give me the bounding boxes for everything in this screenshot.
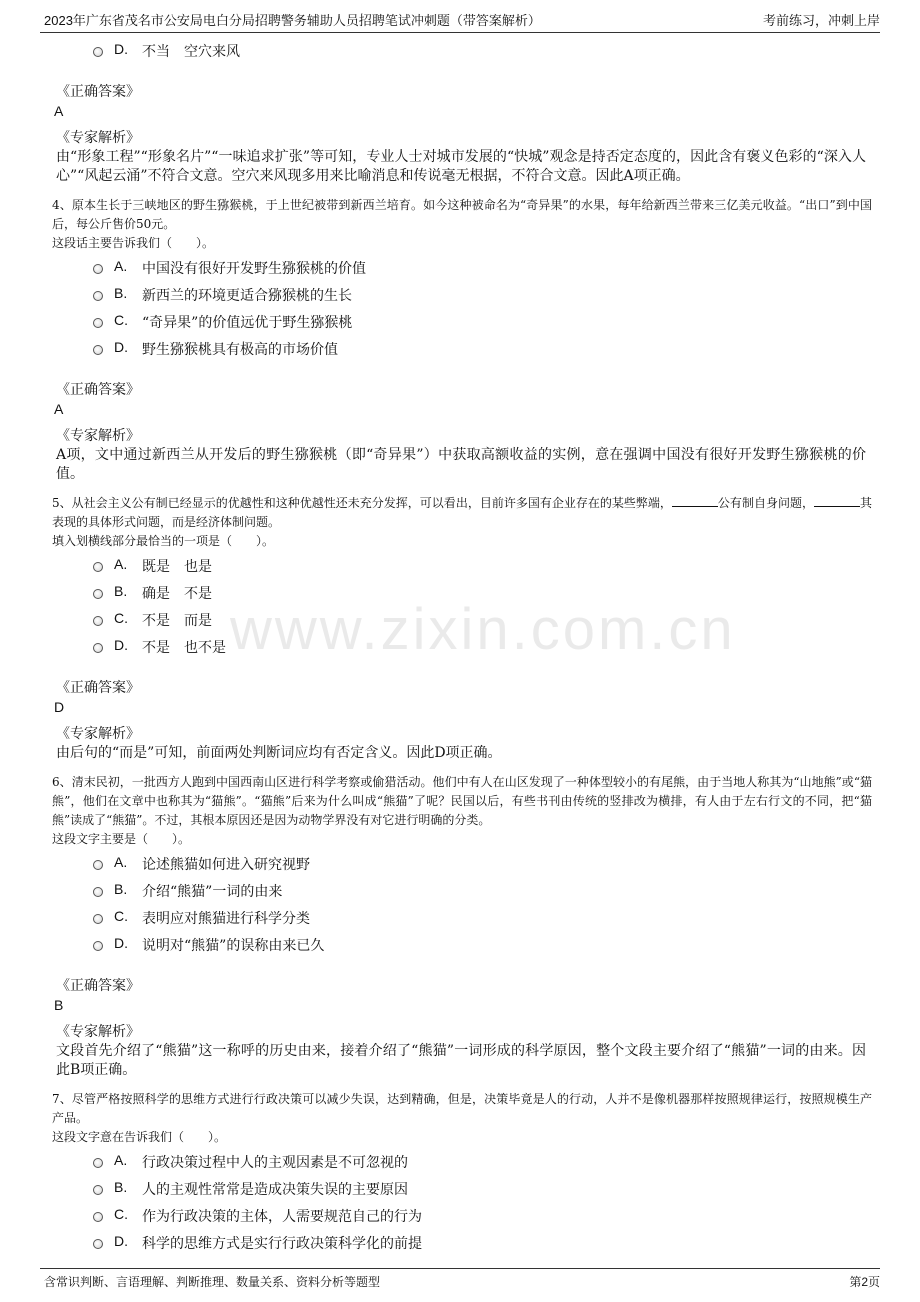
option-letter: C. [114, 312, 128, 328]
question-stem [52, 494, 872, 532]
option-letter: A. [114, 854, 128, 870]
page-footer [40, 1268, 880, 1295]
stem-part: 其表现的具体形式问题，而是经济体制问题。 [52, 496, 872, 529]
footer-text: 含常识判断、言语理解、判断推理、数量关系、资料分析等题型 [44, 1275, 381, 1289]
option-letter: B. [114, 881, 128, 897]
radio-button-icon[interactable] [93, 643, 103, 653]
stem-part: 5、从社会主义公有制已经显示的优越性和这种优越性还未充分发挥，可以看出，目前许多国有企业存在的某些弊端， [52, 496, 672, 510]
page-content [52, 36, 880, 1255]
option-text: 行政决策过程中人的主观因素是不可忽视的 [142, 1155, 408, 1171]
option-letter: A. [114, 258, 128, 274]
answer-label: 《正确答案》 [56, 382, 140, 398]
option-c[interactable] [52, 605, 880, 632]
option-a[interactable] [52, 253, 880, 280]
radio-button-icon[interactable] [93, 264, 103, 274]
fill-blank [814, 494, 860, 507]
option-text: 不是 也不是 [142, 640, 226, 656]
option-text: 不是 而是 [142, 613, 212, 629]
question-7 [52, 1090, 880, 1255]
option-text: 确是 不是 [142, 586, 212, 602]
stem-part: 公有制自身问题， [717, 496, 814, 510]
radio-button-icon[interactable] [93, 1239, 103, 1249]
option-d[interactable] [52, 334, 880, 361]
option-letter: C. [114, 610, 128, 626]
option-letter: B. [114, 285, 128, 301]
option-c[interactable] [52, 903, 880, 930]
correct-answer: A [54, 103, 64, 119]
option-c[interactable] [52, 1201, 880, 1228]
option-text: 既是 也是 [142, 559, 212, 575]
option-letter: D. [114, 1233, 128, 1249]
correct-answer: A [54, 401, 64, 417]
option-b[interactable] [52, 1174, 880, 1201]
option-letter: C. [114, 1206, 128, 1222]
option-text: 科学的思维方式是实行行政决策科学化的前提 [142, 1236, 422, 1252]
answer-label: 《正确答案》 [56, 680, 140, 696]
option-text: 不当 空穴来风 [142, 44, 240, 60]
radio-button-icon[interactable] [93, 47, 103, 57]
option-letter: D. [114, 935, 128, 951]
option-letter: A. [114, 556, 128, 572]
option-letter: B. [114, 1179, 128, 1195]
watermark: www.zixin.com.cn [230, 597, 736, 662]
option-a[interactable] [52, 1147, 880, 1174]
option-letter: A. [114, 1152, 128, 1168]
question-5 [52, 494, 880, 763]
option-text: 说明对“熊猫”的误称由来已久 [142, 938, 325, 954]
radio-button-icon[interactable] [93, 1158, 103, 1168]
question-prompt: 这段话主要告诉我们（ ）。 [52, 236, 215, 250]
expert-analysis: 由后句的“而是”可知，前面两处判断词应均有否定含义。因此D项正确。 [56, 745, 502, 761]
option-text: 介绍“熊猫”一词的由来 [142, 884, 283, 900]
answer-label: 《正确答案》 [56, 84, 140, 100]
option-text: 中国没有很好开发野生猕猴桃的价值 [142, 261, 366, 277]
radio-button-icon[interactable] [93, 291, 103, 301]
radio-button-icon[interactable] [93, 860, 103, 870]
option-d[interactable] [52, 36, 880, 63]
question-prompt: 填入划横线部分最恰当的一项是（ ）。 [52, 534, 275, 548]
option-text: 人的主观性常常是造成决策失误的主要原因 [142, 1182, 408, 1198]
question-4 [52, 196, 880, 484]
analysis-label: 《专家解析》 [56, 1024, 140, 1040]
expert-analysis: 由“形象工程”“形象名片”“一味追求扩张”等可知，专业人士对城市发展的“快城”观念是持否定态度的，因此含有褒义色彩的“深入人心”“风起云涌”不符合文意。空穴来风现多用来比喻消息和传说毫无根据，不符合文意。因此A项正确。 [56, 149, 866, 184]
page-header [40, 0, 880, 33]
option-a[interactable] [52, 551, 880, 578]
question-stem: 7、尽管严格按照科学的思维方式进行行政决策可以减少失误，达到精确，但是，决策毕竟是人的行动，人并不是像机器那样按照规律运行，按照规模生产产品。 [52, 1092, 872, 1125]
option-text: 野生猕猴桃具有极高的市场价值 [142, 342, 338, 358]
page-number: 第2页 [849, 1275, 880, 1289]
option-letter: D. [114, 41, 128, 57]
radio-button-icon[interactable] [93, 318, 103, 328]
header-slogan: 考前练习，冲刺上岸 [762, 13, 880, 28]
option-text: 表明应对熊猫进行科学分类 [142, 911, 310, 927]
answer-label: 《正确答案》 [56, 978, 140, 994]
option-d[interactable] [52, 632, 880, 659]
option-letter: C. [114, 908, 128, 924]
radio-button-icon[interactable] [93, 616, 103, 626]
question-prompt: 这段文字主要是（ ）。 [52, 832, 191, 846]
radio-button-icon[interactable] [93, 1185, 103, 1195]
question-prompt: 这段文字意在告诉我们（ ）。 [52, 1130, 227, 1144]
analysis-label: 《专家解析》 [56, 130, 140, 146]
radio-button-icon[interactable] [93, 941, 103, 951]
option-c[interactable] [52, 307, 880, 334]
option-letter: D. [114, 339, 128, 355]
option-a[interactable] [52, 849, 880, 876]
option-d[interactable] [52, 1228, 880, 1255]
radio-button-icon[interactable] [93, 589, 103, 599]
option-letter: D. [114, 637, 128, 653]
analysis-label: 《专家解析》 [56, 428, 140, 444]
radio-button-icon[interactable] [93, 1212, 103, 1222]
option-b[interactable] [52, 280, 880, 307]
option-letter: B. [114, 583, 128, 599]
correct-answer: D [54, 699, 65, 715]
option-text: 论述熊猫如何进入研究视野 [142, 857, 310, 873]
question-6 [52, 773, 880, 1080]
expert-analysis: 文段首先介绍了“熊猫”这一称呼的历史由来，接着介绍了“熊猫”一词形成的科学原因，整个文段主要介绍了“熊猫”一词的由来。因此B项正确。 [56, 1043, 866, 1078]
fill-blank [672, 494, 718, 507]
correct-answer: B [54, 997, 64, 1013]
option-b[interactable] [52, 578, 880, 605]
question-stem: 6、清末民初，一批西方人跑到中国西南山区进行科学考察或偷猎活动。他们中有人在山区发现了一种体型较小的有尾熊，由于当地人称其为“山地熊”或“猫熊”，他们在文章中也称其为“猫熊”。“猫熊”后来为什么叫成“熊猫”了呢？民国以后，有些书刊由传统的竖排改为横排，有人由于左右行文的不同，把“猫熊”读成了“熊猫”。不过，其根本原因还是因为动物学界没有对它进行明确的分类。 [52, 775, 872, 827]
radio-button-icon[interactable] [93, 345, 103, 355]
expert-analysis: A项，文中通过新西兰从开发后的野生猕猴桃（即“奇异果”）中获取高额收益的实例，意在强调中国没有很好开发野生猕猴桃的价值。 [56, 447, 866, 482]
option-d[interactable] [52, 930, 880, 957]
document-title: 2023年广东省茂名市公安局电白分局招聘警务辅助人员招聘笔试冲刺题（带答案解析） [44, 13, 541, 28]
option-text: 新西兰的环境更适合猕猴桃的生长 [142, 288, 352, 304]
radio-button-icon[interactable] [93, 914, 103, 924]
radio-button-icon[interactable] [93, 887, 103, 897]
option-text: “奇异果”的价值远优于野生猕猴桃 [142, 315, 353, 331]
option-b[interactable] [52, 876, 880, 903]
analysis-label: 《专家解析》 [56, 726, 140, 742]
question-stem: 4、原本生长于三峡地区的野生猕猴桃，于上世纪被带到新西兰培育。如今这种被命名为“奇异果”的水果，每年给新西兰带来三亿美元收益。“出口”到中国后，每公斤售价50元。 [52, 198, 872, 231]
radio-button-icon[interactable] [93, 562, 103, 572]
option-text: 作为行政决策的主体，人需要规范自己的行为 [142, 1209, 422, 1225]
